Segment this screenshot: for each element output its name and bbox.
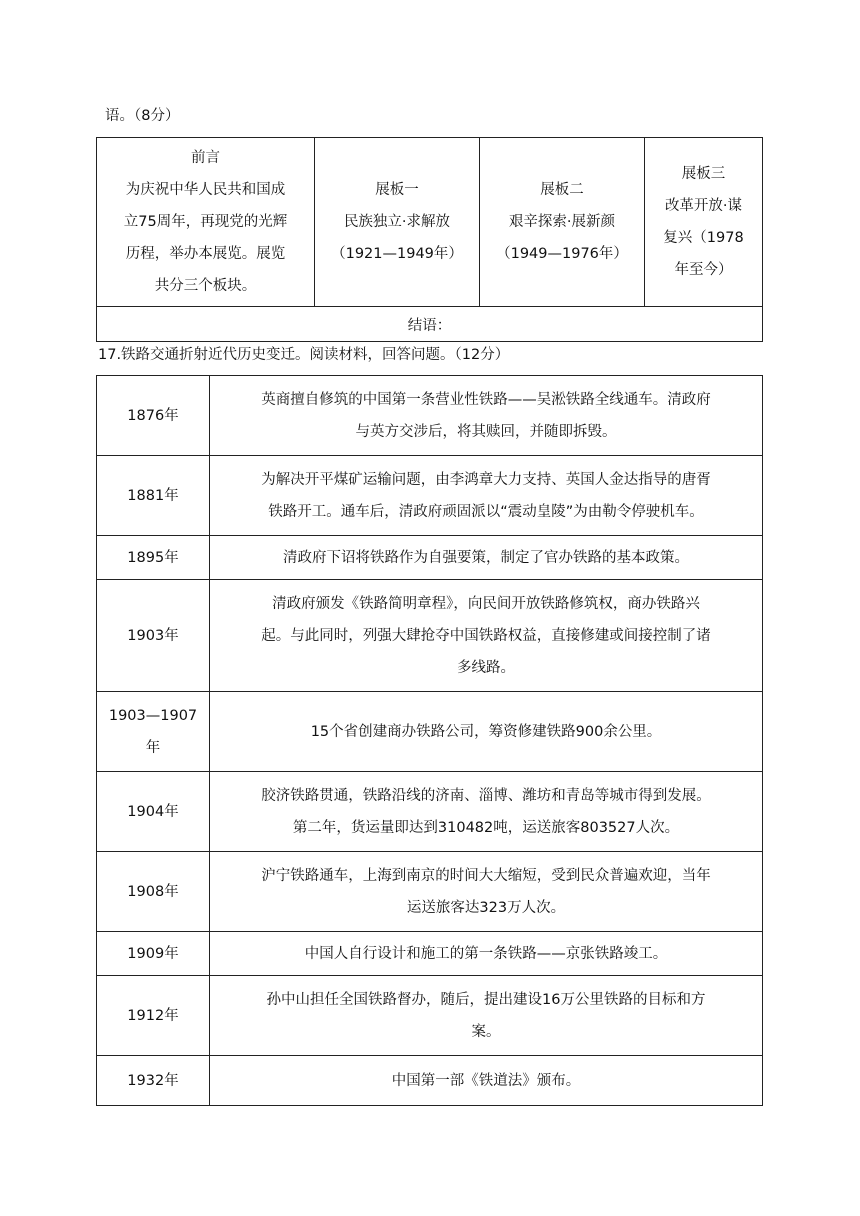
timeline-event-cell (210, 536, 763, 580)
board-three-cell (645, 138, 763, 307)
timeline-event-cell (210, 932, 763, 976)
timeline-event-line: 多线路。 (457, 659, 515, 676)
board-one-line: 民族独立·求解放 (343, 214, 451, 230)
timeline-event-line: 胶济铁路贯通，铁路沿线的济南、淄博、潍坊和青岛等城市得到发展。 (261, 787, 711, 804)
timeline-year-cell (97, 772, 210, 852)
timeline-year-cell (97, 536, 210, 580)
timeline-event-line: 与英方交涉后，将其赎回，并随即拆毁。 (355, 423, 617, 440)
board-two-line: 展板二 (540, 182, 584, 198)
timeline-event-line: 英商擅自修筑的中国第一条营业性铁路——吴淞铁路全线通车。清政府 (261, 391, 711, 408)
timeline-row (97, 976, 763, 1056)
timeline-event-line: 清政府下诏将铁路作为自强要策，制定了官办铁路的基本政策。 (283, 549, 689, 566)
timeline-year: 年 (145, 739, 161, 756)
timeline-year-cell (97, 932, 210, 976)
board-three-line: 复兴（1978 (663, 230, 744, 246)
timeline-event-cell (210, 456, 763, 536)
timeline-year: 1904年 (127, 803, 179, 820)
preface-line: 历程，举办本展览。展览 (125, 246, 286, 262)
timeline-event-line: 为解决开平煤矿运输问题，由李鸿章大力支持、英国人金达指导的唐胥 (261, 471, 711, 488)
timeline-event-line: 孙中山担任全国铁路督办，随后，提出建设16万公里铁路的目标和方 (266, 991, 706, 1008)
timeline-year-cell (97, 456, 210, 536)
timeline-year-cell (97, 376, 210, 456)
timeline-row (97, 456, 763, 536)
preface-line: 为庆祝中华人民共和国成 (125, 182, 286, 198)
board-three-line: 展板三 (681, 166, 726, 182)
timeline-row (97, 852, 763, 932)
timeline-event-cell (210, 852, 763, 932)
timeline-event-line: 起。与此同时，列强大肆抢夺中国铁路权益，直接修建或间接控制了诸 (261, 627, 711, 644)
preface-title: 前言 (191, 150, 220, 166)
timeline-year: 1909年 (127, 945, 179, 962)
timeline-year: 1876年 (127, 407, 179, 424)
timeline-row (97, 692, 763, 772)
board-three-line: 改革开放·谋 (664, 198, 743, 214)
timeline-row (97, 376, 763, 456)
timeline-year-cell (97, 976, 210, 1056)
timeline-event-cell (210, 376, 763, 456)
timeline-event-line: 中国第一部《铁道法》颁布。 (391, 1072, 581, 1089)
timeline-event-line: 15个省创建商办铁路公司，筹资修建铁路900余公里。 (310, 723, 662, 740)
closing-row (97, 307, 763, 342)
timeline-year: 1912年 (127, 1007, 179, 1024)
board-one-line: （1921—1949年） (331, 246, 463, 262)
timeline-year: 1903—1907 (108, 707, 198, 724)
closing-cell: 结语： (97, 307, 763, 342)
timeline-row (97, 1056, 763, 1106)
timeline-year-cell (97, 1056, 210, 1106)
timeline-row (97, 580, 763, 692)
timeline-year: 1903年 (127, 627, 179, 644)
timeline-event-cell (210, 1056, 763, 1106)
timeline-event-line: 铁路开工。通车后，清政府顽固派以“震动皇陵”为由勒令停驶机车。 (268, 503, 704, 520)
railway-timeline-table (96, 375, 763, 1106)
timeline-event-cell (210, 580, 763, 692)
timeline-event-line: 案。 (471, 1023, 501, 1040)
question-17-text: 17.铁路交通折射近代历史变迁。阅读材料，回答问题。（12分） (98, 347, 510, 363)
board-two-line: （1949—1976年） (496, 246, 628, 262)
timeline-event-line: 沪宁铁路通车，上海到南京的时间大大缩短，受到民众普遍欢迎，当年 (261, 867, 711, 884)
intro-text: 语。（8分） (105, 108, 180, 124)
timeline-year: 1932年 (127, 1072, 179, 1089)
timeline-year: 1895年 (127, 549, 179, 566)
timeline-row (97, 932, 763, 976)
timeline-event-cell (210, 772, 763, 852)
preface-line: 立75周年，再现党的光辉 (123, 214, 288, 230)
board-one-line: 展板一 (375, 182, 419, 198)
timeline-event-line: 中国人自行设计和施工的第一条铁路——京张铁路竣工。 (304, 945, 668, 962)
preface-line: 共分三个板块。 (154, 278, 257, 294)
exhibit-table (96, 137, 763, 342)
board-two-line: 艰辛探索·展新颜 (508, 214, 616, 230)
timeline-year-cell (97, 692, 210, 772)
exhibit-boards-row (97, 138, 763, 307)
timeline-year: 1908年 (127, 883, 179, 900)
preface-cell (97, 138, 315, 307)
board-one-cell (315, 138, 480, 307)
timeline-year-cell (97, 852, 210, 932)
timeline-event-line: 第二年，货运量即达到310482吨，运送旅客803527人次。 (292, 819, 680, 836)
timeline-row (97, 772, 763, 852)
timeline-year-cell (97, 580, 210, 692)
timeline-row (97, 536, 763, 580)
timeline-year: 1881年 (127, 487, 179, 504)
timeline-event-line: 运送旅客达323万人次。 (406, 899, 566, 916)
timeline-event-line: 清政府颁发《铁路简明章程》，向民间开放铁路修筑权，商办铁路兴 (272, 595, 700, 612)
board-two-cell (480, 138, 645, 307)
timeline-event-cell (210, 692, 763, 772)
board-three-line: 年至今） (674, 262, 733, 278)
timeline-event-cell (210, 976, 763, 1056)
